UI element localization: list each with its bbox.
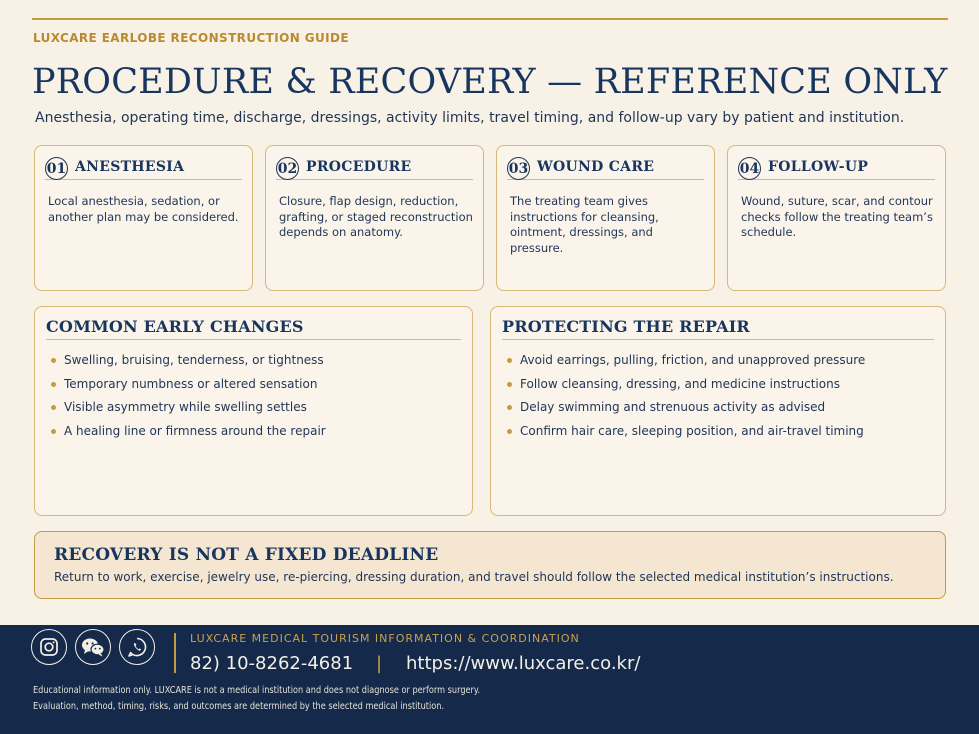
protecting-repair-panel <box>490 306 946 516</box>
bullet-dot-icon <box>507 405 512 410</box>
whatsapp-glyph <box>126 636 148 658</box>
whatsapp-icon[interactable] <box>119 629 155 665</box>
website-link[interactable]: https://www.luxcare.co.kr/ <box>406 653 641 674</box>
step-card-anesthesia <box>34 145 253 291</box>
list-item: Avoid earrings, pulling, friction, and unapproved pressure <box>507 353 935 368</box>
step-card-header <box>45 154 242 180</box>
footer-org: LUXCARE MEDICAL TOURISM INFORMATION & COORDINATION <box>190 632 580 645</box>
step-text: The treating team gives instructions for cleansing, ointment, dressings, and pressure. <box>510 194 659 255</box>
callout-title: RECOVERY IS NOT A FIXED DEADLINE <box>54 545 439 565</box>
top-rule <box>32 18 948 20</box>
footer-disclaimer <box>33 683 480 715</box>
phone-link[interactable]: 82) 10-8262-4681 <box>190 653 354 674</box>
list-item: Visible asymmetry while swelling settles <box>51 400 462 415</box>
footer-divider <box>174 633 176 673</box>
step-text: Closure, flap design, reduction, grafting, or staged reconstruction depends on anatomy. <box>279 194 473 239</box>
list-item: Delay swimming and strenuous activity as advised <box>507 400 935 415</box>
step-title: FOLLOW-UP <box>768 158 869 175</box>
step-card-procedure <box>265 145 484 291</box>
early-changes-panel <box>34 306 473 516</box>
protecting-repair-list <box>507 353 935 447</box>
list-item: Temporary numbness or altered sensation <box>51 377 462 392</box>
bullet-dot-icon <box>51 382 56 387</box>
page-subtitle: Anesthesia, operating time, discharge, dressings, activity limits, travel timing, and follow-up vary by patient and institution. <box>35 110 905 126</box>
instagram-glyph <box>38 636 60 658</box>
wechat-glyph <box>80 636 106 658</box>
step-card-follow-up <box>727 145 946 291</box>
footer <box>0 625 979 734</box>
bullet-dot-icon <box>51 405 56 410</box>
page-title: PROCEDURE & RECOVERY — REFERENCE ONLY <box>32 62 948 102</box>
step-text: Local anesthesia, sedation, or another plan may be considered. <box>48 194 239 224</box>
step-number: 04 <box>738 157 761 180</box>
step-card-header <box>738 154 935 180</box>
footer-separator: | <box>376 653 383 674</box>
instagram-icon[interactable] <box>31 629 67 665</box>
step-number: 03 <box>507 157 530 180</box>
step-number: 02 <box>276 157 299 180</box>
bullet-dot-icon <box>507 358 512 363</box>
callout-text: Return to work, exercise, jewelry use, re-piercing, dressing duration, and travel should follow the selected medical institution’s instructions. <box>54 570 894 584</box>
list-item: A healing line or firmness around the repair <box>51 424 462 439</box>
early-changes-list <box>51 353 462 447</box>
step-title: PROCEDURE <box>306 158 412 175</box>
wechat-icon[interactable] <box>75 629 111 665</box>
guide-eyebrow: LUXCARE EARLOBE RECONSTRUCTION GUIDE <box>33 31 349 45</box>
recovery-callout <box>34 531 946 599</box>
step-text: Wound, suture, scar, and contour checks follow the treating team’s schedule. <box>741 194 933 239</box>
step-card-header <box>507 154 704 180</box>
list-item: Swelling, bruising, tenderness, or tightness <box>51 353 462 368</box>
step-title: WOUND CARE <box>537 158 655 175</box>
step-card-header <box>276 154 473 180</box>
list-item: Follow cleansing, dressing, and medicine instructions <box>507 377 935 392</box>
bullet-dot-icon <box>51 429 56 434</box>
bullet-dot-icon <box>51 358 56 363</box>
panel-title: PROTECTING THE REPAIR <box>502 317 934 340</box>
panel-title: COMMON EARLY CHANGES <box>46 317 461 340</box>
disclaimer-line: Evaluation, method, timing, risks, and outcomes are determined by the selected medical institution. <box>33 701 445 712</box>
bullet-dot-icon <box>507 382 512 387</box>
step-card-wound-care <box>496 145 715 291</box>
step-number: 01 <box>45 157 68 180</box>
list-item: Confirm hair care, sleeping position, and air-travel timing <box>507 424 935 439</box>
disclaimer-line: Educational information only. LUXCARE is not a medical institution and does not diagnose or perform surgery. <box>33 685 481 696</box>
step-title: ANESTHESIA <box>75 158 185 175</box>
bullet-dot-icon <box>507 429 512 434</box>
